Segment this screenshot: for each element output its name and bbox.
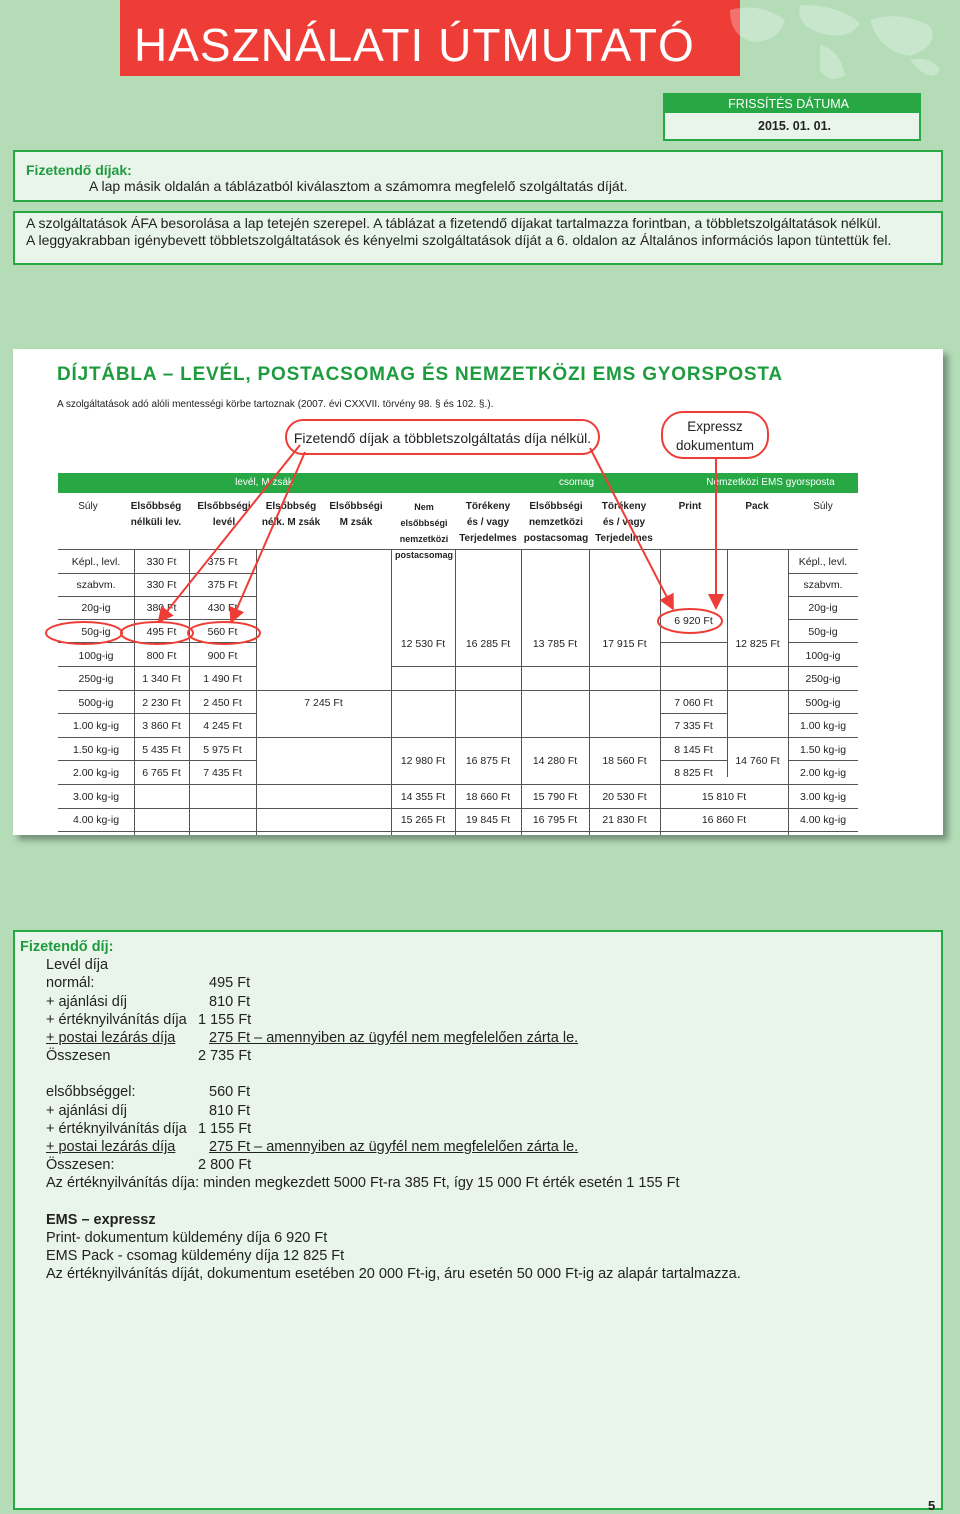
weight-label: 2.00 kg-ig xyxy=(799,767,847,779)
example-row: + ajánlási díj 810 Ft xyxy=(46,1102,251,1119)
weight-label: 1.50 kg-ig xyxy=(72,744,120,756)
example-total: Összesen 2 735 Ft xyxy=(46,1048,252,1065)
fees-heading: Fizetendő díjak: xyxy=(26,162,132,178)
express-callout xyxy=(661,411,769,459)
price-cell-print: 6 920 Ft xyxy=(674,615,713,627)
price-cell: 800 Ft xyxy=(146,650,177,662)
weight-label: 1.50 kg-ig xyxy=(799,744,847,756)
world-map-icon xyxy=(690,0,960,90)
group-header-ems: Nemzetközi EMS gyorsposta xyxy=(683,473,858,493)
weight-label: szabvm. xyxy=(76,579,116,591)
col-header: Törékeny és / vagy Terjedelmes xyxy=(459,501,517,544)
example-row: + értéknyilvánítás díja 1 155 Ft xyxy=(46,1011,252,1028)
example-total: Összesen: 2 800 Ft xyxy=(46,1157,252,1174)
col-header-weight: Súly xyxy=(813,501,833,512)
weight-label: 250g-ig xyxy=(805,673,841,685)
express-callout-line: dokumentum xyxy=(675,438,755,453)
price-cell: 16 875 Ft xyxy=(465,755,511,767)
price-cell: 5 975 Ft xyxy=(203,744,242,756)
price-cell: 15 265 Ft xyxy=(400,814,446,826)
price-cell: 21 830 Ft xyxy=(602,814,647,826)
price-cell: 12 530 Ft xyxy=(400,638,446,650)
price-cell: 375 Ft xyxy=(207,579,238,591)
price-cell: 375 Ft xyxy=(207,556,238,568)
price-cell: 19 845 Ft xyxy=(465,814,511,826)
rate-table-subtitle: A szolgáltatások adó alóli mentességi körbe tartoznak (2007. évi CXXVII. törvény 98. § és 102. §.). xyxy=(57,399,494,410)
col-header: Nem elsőbbségi nemzetközi postacsomag xyxy=(394,502,454,560)
weight-label: Képl., levl. xyxy=(798,556,848,568)
example-row: + postai lezárás díja 275 Ft – amennyiben az ügyfél nem megfelelően zárta le. xyxy=(46,1139,579,1156)
price-cell: 1 490 Ft xyxy=(203,673,242,685)
price-cell-print: 8 825 Ft xyxy=(674,767,713,779)
example-letter-title: Levél díja xyxy=(46,957,109,974)
price-cell: 14 355 Ft xyxy=(400,791,446,803)
group-header-letter: levél, M zsák xyxy=(58,473,470,493)
callout-bubble: Fizetendő díjak a többletszolgáltatás díja nélkül. xyxy=(285,419,600,455)
weight-label: 100g-ig xyxy=(805,650,841,662)
weight-label: 20g-ig xyxy=(808,602,838,614)
price-cell-pack: 14 760 Ft xyxy=(735,755,780,767)
weight-label: 4.00 kg-ig xyxy=(799,814,847,826)
weight-label: 20g-ig xyxy=(81,602,111,614)
rate-table-title: DÍJTÁBLA – LEVÉL, POSTACSOMAG ÉS NEMZETKÖZI EMS GYORSPOSTA xyxy=(57,364,783,385)
col-header: Elsőbbségi nemzetközi postacsomag xyxy=(523,501,589,544)
price-cell: 900 Ft xyxy=(207,650,238,662)
weight-label: 500g-ig xyxy=(78,697,114,709)
notes-box xyxy=(13,211,943,265)
page-number: 5 xyxy=(928,1498,936,1513)
price-cell: 1 340 Ft xyxy=(142,673,181,685)
price-cell: 15 790 Ft xyxy=(532,791,578,803)
example-row: + ajánlási díj 810 Ft xyxy=(46,993,251,1010)
col-header-print: Print xyxy=(678,501,702,512)
example-row: elsőbbséggel: 560 Ft xyxy=(46,1084,251,1101)
weight-label: 2.00 kg-ig xyxy=(72,767,120,779)
update-date-label: FRISSÍTÉS DÁTUMA xyxy=(665,95,919,113)
ems-line: EMS Pack - csomag küldemény díja 12 825 Ft xyxy=(46,1248,345,1265)
weight-label: 3.00 kg-ig xyxy=(72,791,120,803)
example-row: + értéknyilvánítás díja 1 155 Ft xyxy=(46,1120,252,1137)
price-cell: 18 560 Ft xyxy=(602,755,647,767)
price-cell: 16 860 Ft xyxy=(701,814,747,826)
col-header: Elsőbbség nélk. M zsák xyxy=(261,501,321,528)
weight-label: 4.00 kg-ig xyxy=(72,814,120,826)
value-declaration-note: Az értéknyilvánítás díja: minden megkezdett 5000 Ft-ra 385 Ft, így 15 000 Ft érték esetén 1 155 Ft xyxy=(46,1175,680,1192)
col-header: Elsőbbség nélküli lev. xyxy=(130,501,182,528)
price-cell: 330 Ft xyxy=(146,556,177,568)
note-line: A leggyakrabban igénybevett többletszolgáltatások és kényelmi szolgáltatások díját a 6. oldalon az Általános információs lapon tüntettük fel. xyxy=(26,232,892,248)
col-header-pack: Pack xyxy=(745,501,769,512)
col-header-weight: Súly xyxy=(78,501,98,512)
price-cell: 20 530 Ft xyxy=(602,791,647,803)
price-cell: 3 860 Ft xyxy=(142,720,181,732)
price-cell: 6 765 Ft xyxy=(142,767,181,779)
fees-intro-text: A lap másik oldalán a táblázatból kiválasztom a számomra megfelelő szolgáltatás díját. xyxy=(89,178,628,194)
weight-label: 50g-ig xyxy=(81,626,111,638)
weight-label: 100g-ig xyxy=(78,650,114,662)
example-heading: Fizetendő díj: xyxy=(20,939,114,955)
price-cell: 14 280 Ft xyxy=(532,755,578,767)
weight-label: 250g-ig xyxy=(78,673,114,685)
price-cell: 380 Ft xyxy=(146,602,177,614)
price-cell: 18 660 Ft xyxy=(465,791,511,803)
weight-label: 1.00 kg-ig xyxy=(799,720,847,732)
price-cell: 430 Ft xyxy=(207,602,238,614)
col-header: Törékeny és / vagy Terjedelmes xyxy=(595,501,653,544)
ems-line: Az értéknyilvánítás díját, dokumentum esetében 20 000 Ft-ig, áru esetén 50 000 Ft-ig az alapár tartalmazza. xyxy=(46,1266,741,1283)
price-cell: 13 785 Ft xyxy=(532,638,578,650)
price-cell: 4 245 Ft xyxy=(203,720,242,732)
price-cell: 5 435 Ft xyxy=(142,744,181,756)
update-date-box xyxy=(663,93,921,141)
weight-label: szabvm. xyxy=(803,579,843,591)
price-cell: 17 915 Ft xyxy=(602,638,647,650)
price-cell: 12 980 Ft xyxy=(400,755,446,767)
price-cell-print: 7 335 Ft xyxy=(674,720,713,732)
group-header-parcel: csomag xyxy=(470,473,683,493)
express-callout-line: Expressz xyxy=(687,419,743,434)
price-cell: 330 Ft xyxy=(146,579,177,591)
example-box xyxy=(13,930,943,1510)
note-line: A szolgáltatások ÁFA besorolása a lap tetején szerepel. A táblázat a fizetendő díjakat tartalmazza forintban, a többletszolgáltatások nélkül. xyxy=(26,215,882,231)
ems-title: EMS – expressz xyxy=(46,1211,156,1228)
rate-table-panel xyxy=(13,349,943,835)
update-date-value: 2015. 01. 01. xyxy=(758,119,831,133)
price-cell: 2 230 Ft xyxy=(142,697,181,709)
example-row: normál: 495 Ft xyxy=(46,975,251,992)
price-cell: 495 Ft xyxy=(146,626,177,638)
price-cell-msack: 7 245 Ft xyxy=(304,697,343,709)
weight-label: 50g-ig xyxy=(808,626,838,638)
example-row: + postai lezárás díja 275 Ft – amennyiben az ügyfél nem megfelelően zárta le. xyxy=(46,1030,579,1047)
fees-intro-box xyxy=(13,150,943,202)
price-cell: 16 795 Ft xyxy=(532,814,578,826)
price-cell: 16 285 Ft xyxy=(465,638,511,650)
price-cell-pack: 12 825 Ft xyxy=(735,638,780,650)
page-title: HASZNÁLATI ÚTMUTATÓ xyxy=(120,0,740,76)
price-cell: 7 435 Ft xyxy=(203,767,242,779)
price-cell-print: 7 060 Ft xyxy=(674,697,713,709)
weight-label: Képl., levl. xyxy=(71,556,121,568)
col-header: Elsőbbségi levél xyxy=(197,501,251,528)
weight-label: 3.00 kg-ig xyxy=(799,791,847,803)
col-header: Elsőbbségi M zsák xyxy=(329,501,383,528)
ems-line: Print- dokumentum küldemény díja 6 920 Ft xyxy=(46,1229,328,1246)
price-cell: 560 Ft xyxy=(207,626,238,638)
price-cell: 15 810 Ft xyxy=(701,791,747,803)
price-cell-print: 8 145 Ft xyxy=(674,744,713,756)
weight-label: 1.00 kg-ig xyxy=(72,720,120,732)
price-cell: 2 450 Ft xyxy=(203,697,242,709)
weight-label: 500g-ig xyxy=(805,697,841,709)
